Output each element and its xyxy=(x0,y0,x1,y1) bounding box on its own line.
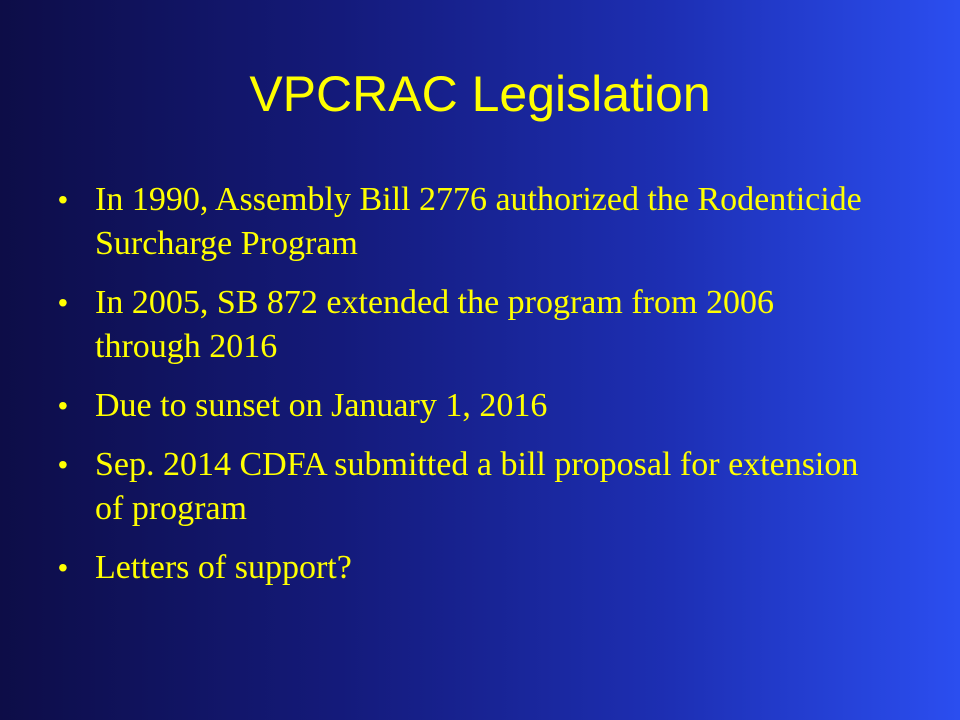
bullet-text: In 2005, SB 872 extended the program from 2006 through 2016 xyxy=(95,284,774,365)
bullet-list xyxy=(58,178,878,605)
bullet-dot-icon: • xyxy=(58,552,68,583)
bullet-text: Letters of support? xyxy=(95,549,352,586)
bullet-item-sunset-date xyxy=(58,384,878,428)
slide-title: VPCRAC Legislation xyxy=(249,66,711,122)
bullet-item-sb-872 xyxy=(58,281,878,369)
bullet-dot-icon: • xyxy=(58,184,68,215)
bullet-dot-icon: • xyxy=(58,287,68,318)
bullet-item-cdfa-proposal xyxy=(58,443,878,531)
bullet-dot-icon: • xyxy=(58,390,68,421)
bullet-text: Due to sunset on January 1, 2016 xyxy=(95,387,548,424)
bullet-item-assembly-bill-2776 xyxy=(58,178,878,266)
bullet-text: In 1990, Assembly Bill 2776 authorized the Rodenticide Surcharge Program xyxy=(95,181,862,262)
bullet-item-letters-of-support xyxy=(58,546,878,590)
bullet-dot-icon: • xyxy=(58,449,68,480)
bullet-text: Sep. 2014 CDFA submitted a bill proposal for extension of program xyxy=(95,446,859,527)
